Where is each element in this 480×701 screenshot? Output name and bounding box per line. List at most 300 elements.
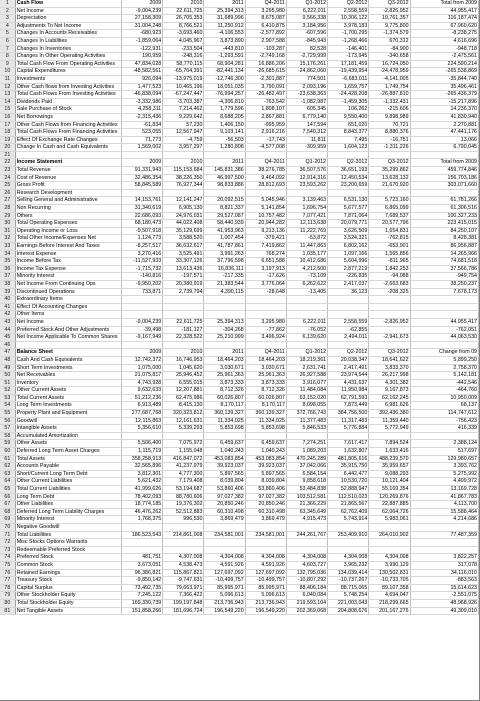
value-cell[interactable]: -9,507,918 [122,227,163,235]
value-cell[interactable]: 129,980,657 [410,455,478,463]
value-cell[interactable]: 28,812,693 [245,182,286,190]
row-label-cell[interactable]: Capital Expenditures [15,68,121,76]
value-cell[interactable]: 3,790,091 [245,83,286,91]
value-cell[interactable] [245,296,286,304]
row-number[interactable]: 2 [0,7,15,15]
value-cell[interactable]: Q4-2011 [245,159,286,167]
value-cell[interactable] [286,151,327,159]
row-label-cell[interactable]: Common Stock [15,561,121,569]
value-cell[interactable]: 2,388,124 [410,440,478,448]
value-cell[interactable]: -82,441,134 [204,68,245,76]
value-cell[interactable]: 35,959,657 [369,463,410,471]
row-label-cell[interactable]: Total Cash Flows From Financing Activities [15,129,121,137]
row-label-cell[interactable]: Long Term Debt [15,493,121,501]
value-cell[interactable]: -1,374,579 [369,30,410,38]
value-cell[interactable]: -9,167,949 [122,334,163,342]
value-cell[interactable] [163,523,204,531]
value-cell[interactable]: 18,641,622 [369,356,410,364]
value-cell[interactable]: 2011 [204,0,245,7]
value-cell[interactable]: 62,064,726 [369,508,410,516]
row-number[interactable]: 66 [0,493,15,501]
row-number[interactable]: 42 [0,311,15,319]
value-cell[interactable]: 47,834,028 [122,60,163,68]
row-number[interactable]: 59 [0,440,15,448]
value-cell[interactable]: 151,858,266 [122,607,163,615]
value-cell[interactable]: 3,990,129 [369,561,410,569]
value-cell[interactable]: 6,222,011 [286,7,327,15]
value-cell[interactable]: 5,772,949 [369,425,410,433]
value-cell[interactable]: 8,712,326 [245,387,286,395]
row-label-cell[interactable]: Net Income Applicable To Common Shares [15,334,121,342]
value-cell[interactable]: -763,542 [245,98,286,106]
value-cell[interactable]: -811,965 [369,258,410,266]
value-cell[interactable]: 57,230 [163,121,204,129]
row-label-cell[interactable]: Intangible Assets [15,425,121,433]
value-cell[interactable]: 2,417,037 [328,280,369,288]
value-cell[interactable]: -16,751 [369,136,410,144]
value-cell[interactable]: 22,887,885 [369,501,410,509]
value-cell[interactable]: 7,214,462 [163,106,204,114]
value-cell[interactable]: 63,345,649 [286,508,327,516]
value-cell[interactable]: 1,749,754 [369,83,410,91]
value-cell[interactable]: 115,153,684 [163,167,204,175]
value-cell[interactable]: -265,538,869 [410,68,478,76]
value-cell[interactable] [410,189,478,197]
value-cell[interactable] [286,341,327,349]
value-cell[interactable]: 8,428,381 [410,235,478,243]
value-cell[interactable]: 5,853,698 [245,425,286,433]
value-cell[interactable]: 1,659,757 [328,83,369,91]
value-cell[interactable]: 3,496,924 [245,334,286,342]
value-cell[interactable]: -995,959 [245,121,286,129]
value-cell[interactable]: 11,334,025 [204,417,245,425]
value-cell[interactable]: 9,213,136 [245,227,286,235]
row-number[interactable]: 13 [0,91,15,99]
value-cell[interactable]: 453,083,854 [204,455,245,463]
value-cell[interactable]: -1,715,732 [122,265,163,273]
value-cell[interactable]: -73,109 [286,273,327,281]
value-cell[interactable]: 2,558,559 [328,318,369,326]
row-label-cell[interactable]: Other Liabilities [15,501,121,509]
value-cell[interactable]: -10,499,757 [204,577,245,585]
row-number[interactable]: 18 [0,129,15,137]
value-cell[interactable]: 4,304,008 [286,554,327,562]
value-cell[interactable]: -9,004,239 [122,7,163,15]
value-cell[interactable]: 18,219,361 [286,356,327,364]
row-number[interactable]: 67 [0,501,15,509]
value-cell[interactable]: Q3-2012 [369,0,410,7]
row-label-cell[interactable]: Minority Interest [15,273,121,281]
value-cell[interactable]: 12,914,316 [286,174,327,182]
value-cell[interactable]: 36,632,617 [163,243,204,251]
value-cell[interactable]: -1,700,295 [328,30,369,38]
row-label-cell[interactable]: Treasury Stock [15,577,121,585]
value-cell[interactable]: 1,768,375 [122,516,163,524]
value-cell[interactable]: 8,766,521 [163,22,204,30]
row-label-cell[interactable]: Investments [15,75,121,83]
row-label-cell[interactable]: Other Current Liabilities [15,478,121,486]
value-cell[interactable] [328,539,369,547]
value-cell[interactable]: 926,094 [122,75,163,83]
value-cell[interactable]: 264,010,902 [369,531,410,539]
value-cell[interactable]: 7,077,421 [286,212,327,220]
row-number[interactable]: 22 [0,159,15,167]
value-cell[interactable]: 9,550,400 [328,113,369,121]
value-cell[interactable]: 25,946,452 [163,372,204,380]
value-cell[interactable]: 18,051,035 [204,83,245,91]
value-cell[interactable]: 35,915,750 [328,463,369,471]
value-cell[interactable]: -23,638,363 [286,91,327,99]
value-cell[interactable]: Q3-2012 [369,159,410,167]
value-cell[interactable]: Q1-2012 [286,159,327,167]
value-cell[interactable] [328,341,369,349]
value-cell[interactable]: 73,492,735 [122,584,163,592]
value-cell[interactable]: -61,834 [122,121,163,129]
row-label-cell[interactable]: Retained Earnings [15,569,121,577]
value-cell[interactable]: 768,274 [245,250,286,258]
value-cell[interactable] [286,432,327,440]
row-number[interactable]: 43 [0,318,15,326]
value-cell[interactable]: 35,496,461 [410,83,478,91]
value-cell[interactable]: 4,214,686 [410,516,478,524]
row-label-cell[interactable]: Short/Current Long Term Debt [15,470,121,478]
row-label-cell[interactable]: Other Stockholder Equity [15,592,121,600]
value-cell[interactable]: -1,332,431 [369,98,410,106]
value-cell[interactable] [410,523,478,531]
value-cell[interactable]: 488,239,570 [369,455,410,463]
value-cell[interactable]: 53,484,838 [286,486,327,494]
value-cell[interactable]: -4,759 [163,136,204,144]
row-label-cell[interactable]: Net Borrowings [15,113,121,121]
value-cell[interactable] [328,432,369,440]
value-cell[interactable]: -8,257,517 [122,243,163,251]
value-cell[interactable]: -248,316 [163,53,204,61]
value-cell[interactable]: 12,113,638 [286,220,327,228]
value-cell[interactable] [410,539,478,547]
value-cell[interactable]: -9,950,202 [122,280,163,288]
value-cell[interactable]: 15,588,464 [410,508,478,516]
value-cell[interactable]: 61,306,516 [410,205,478,213]
value-cell[interactable]: 7,179,408 [163,478,204,486]
row-label-cell[interactable]: Misc Stocks Options Warrants [15,539,121,547]
row-number[interactable]: 29 [0,212,15,220]
value-cell[interactable] [286,296,327,304]
value-cell[interactable]: -8,238,275 [410,30,478,38]
value-cell[interactable]: 2011 [204,159,245,167]
row-number[interactable]: 17 [0,121,15,129]
value-cell[interactable]: 7,495 [328,136,369,144]
value-cell[interactable] [410,151,478,159]
value-cell[interactable]: 4,743,928 [122,379,163,387]
value-cell[interactable]: 8,039,804 [245,478,286,486]
value-cell[interactable] [328,296,369,304]
value-cell[interactable]: 1,045,620 [163,364,204,372]
value-cell[interactable]: -10,499,757 [245,577,286,585]
value-cell[interactable]: 12,207,881 [163,387,204,395]
row-number[interactable]: 40 [0,296,15,304]
value-cell[interactable]: 3,833,370 [369,364,410,372]
value-cell[interactable] [286,311,327,319]
value-cell[interactable]: 88,780,606 [163,493,204,501]
value-cell[interactable] [204,189,245,197]
value-cell[interactable] [328,303,369,311]
value-cell[interactable] [204,303,245,311]
value-cell[interactable]: 5,677,577 [328,205,369,213]
row-label-cell[interactable]: Income Statement [15,159,121,167]
value-cell[interactable]: 115,867,821 [163,569,204,577]
value-cell[interactable]: -762,051 [410,326,478,334]
value-cell[interactable] [369,311,410,319]
value-cell[interactable]: 21,383,544 [204,280,245,288]
value-cell[interactable]: 25,394,313 [204,318,245,326]
row-label-cell[interactable]: Income Tax Expense [15,265,121,273]
row-label-cell[interactable] [15,341,121,349]
value-cell[interactable]: -2,475,561 [410,53,478,61]
value-cell[interactable]: Q1-2012 [286,349,327,357]
value-cell[interactable]: -226,835 [328,273,369,281]
row-label-cell[interactable]: Cost of Revenue [15,174,121,182]
value-cell[interactable]: 3,916,077 [286,379,327,387]
value-cell[interactable]: 11,222,769 [286,227,327,235]
value-cell[interactable]: 2010 [163,0,204,7]
value-cell[interactable]: 145,831,386 [204,167,245,175]
value-cell[interactable]: 16,724,050 [369,60,410,68]
value-cell[interactable]: 12,450,534 [328,174,369,182]
value-cell[interactable]: 12,141,247 [163,197,204,205]
value-cell[interactable]: 3,673,051 [122,561,163,569]
value-cell[interactable]: -215,606 [369,106,410,114]
value-cell[interactable]: -3,693,460 [163,30,204,38]
row-label-cell[interactable]: Deferred Long Term Asset Charges [15,448,121,456]
value-cell[interactable]: 2,558,559 [328,7,369,15]
value-cell[interactable]: 4,603,727 [286,561,327,569]
row-number[interactable]: 64 [0,478,15,486]
value-cell[interactable]: 62,762,409 [328,508,369,516]
value-cell[interactable]: 5,723,160 [369,197,410,205]
value-cell[interactable]: 23,593,262 [286,182,327,190]
value-cell[interactable]: 470,245,289 [286,455,327,463]
value-cell[interactable]: 1,565,856 [369,250,410,258]
value-cell[interactable]: 3,525,491 [163,250,204,258]
value-cell[interactable]: 120,269,876 [369,493,410,501]
value-cell[interactable] [204,341,245,349]
value-cell[interactable]: 27,158,309 [122,15,163,23]
row-label-cell[interactable]: Total Revenue [15,167,121,175]
value-cell[interactable]: 3,965,232 [328,561,369,569]
value-cell[interactable]: -762,815 [369,235,410,243]
value-cell[interactable]: 4,499,972 [410,478,478,486]
value-cell[interactable]: 8,712,326 [204,387,245,395]
row-label-cell[interactable]: Total Current Assets [15,394,121,402]
value-cell[interactable]: -35,844,740 [410,75,478,83]
value-cell[interactable]: 204,808,676 [328,607,369,615]
value-cell[interactable]: 416,339 [410,425,478,433]
value-cell[interactable]: 1,632,807 [328,448,369,456]
value-cell[interactable]: 196,549,220 [204,607,245,615]
value-cell[interactable]: -17,743 [245,136,286,144]
row-label-cell[interactable]: Accumulated Amortization [15,432,121,440]
row-number[interactable]: 41 [0,303,15,311]
row-label-cell[interactable]: Total Other Income/Expenses Net [15,235,121,243]
value-cell[interactable]: 3,588,520 [163,235,204,243]
value-cell[interactable] [122,432,163,440]
row-number[interactable]: 15 [0,106,15,114]
value-cell[interactable]: 6,981,626 [369,402,410,410]
value-cell[interactable]: 6,459,637 [204,440,245,448]
value-cell[interactable]: -949,754 [410,273,478,281]
row-number[interactable]: 32 [0,235,15,243]
value-cell[interactable]: 6,262,622 [286,280,327,288]
value-cell[interactable]: Total from 2009 [410,0,478,7]
value-cell[interactable]: 97,027,382 [245,493,286,501]
value-cell[interactable]: 9,566,338 [286,15,327,23]
value-cell[interactable]: 10,121,404 [369,478,410,486]
value-cell[interactable]: 44,955,417 [410,318,478,326]
value-cell[interactable]: 3,812,301 [122,470,163,478]
value-cell[interactable]: 70,721 [369,121,410,129]
value-cell[interactable]: 25,961,363 [204,372,245,380]
value-cell[interactable]: 3,957,297 [163,144,204,152]
value-cell[interactable] [204,539,245,547]
value-cell[interactable]: -845,943 [286,37,327,45]
row-number[interactable]: 33 [0,243,15,251]
row-label-cell[interactable]: Change In Cash and Cash Equivalents [15,144,121,152]
value-cell[interactable]: 4,390,115 [204,288,245,296]
value-cell[interactable]: 20,079,771 [328,220,369,228]
value-cell[interactable]: 48,968,926 [410,599,478,607]
value-cell[interactable]: 7,419,862 [245,243,286,251]
value-cell[interactable]: 44,063,530 [410,334,478,342]
value-cell[interactable]: 68,180,473 [122,220,163,228]
value-cell[interactable]: 6,865,099 [369,205,410,213]
value-cell[interactable]: Q4-2011 [245,349,286,357]
value-cell[interactable]: 1,280,808 [204,144,245,152]
value-cell[interactable]: -76,994,257 [204,91,245,99]
value-cell[interactable]: 1,477,523 [122,83,163,91]
value-cell[interactable]: 20,850,246 [245,501,286,509]
value-cell[interactable]: 224,590,214 [410,60,478,68]
value-cell[interactable]: 26,705,353 [163,15,204,23]
value-cell[interactable] [122,296,163,304]
value-cell[interactable] [410,341,478,349]
value-cell[interactable]: 4,307,008 [163,554,204,562]
value-cell[interactable]: -4,141,005 [369,75,410,83]
row-number[interactable]: 44 [0,326,15,334]
value-cell[interactable]: 1,654,831 [369,227,410,235]
value-cell[interactable]: 1,779,596 [204,106,245,114]
value-cell[interactable]: 22,611,725 [163,318,204,326]
row-label-cell[interactable]: Operating Income or Loss [15,227,121,235]
value-cell[interactable]: 3,139,463 [286,197,327,205]
value-cell[interactable]: 213,736,943 [204,599,245,607]
value-cell[interactable]: 58,845,589 [122,182,163,190]
value-cell[interactable]: 5,096,613 [245,592,286,600]
value-cell[interactable]: 11,484,084 [286,387,327,395]
value-cell[interactable]: 7,075,972 [163,440,204,448]
value-cell[interactable]: 41,830,940 [410,113,478,121]
value-cell[interactable]: 39,923,037 [204,463,245,471]
value-cell[interactable] [122,189,163,197]
value-cell[interactable]: 996,530 [163,516,204,524]
value-cell[interactable]: 38,276,785 [245,167,286,175]
value-cell[interactable]: 89,107,358 [369,584,410,592]
value-cell[interactable]: 181,696,724 [163,607,204,615]
value-cell[interactable] [410,296,478,304]
value-cell[interactable]: 8,170,117 [245,402,286,410]
row-number[interactable]: 25 [0,182,15,190]
value-cell[interactable]: 36,123 [328,288,369,296]
value-cell[interactable]: Q2-2012 [328,349,369,357]
value-cell[interactable]: 234,581,001 [204,531,245,539]
value-cell[interactable]: 127,697,092 [204,569,245,577]
value-cell[interactable]: 2,631,741 [286,364,327,372]
row-label-cell[interactable]: Gross Profit [15,182,121,190]
value-cell[interactable] [245,311,286,319]
value-cell[interactable]: 88,406,184 [286,584,327,592]
value-cell[interactable]: -67,247,447 [163,91,204,99]
value-cell[interactable]: 6,555,015 [163,379,204,387]
value-cell[interactable]: 47,441,176 [410,129,478,137]
value-cell[interactable]: -217,335 [204,273,245,281]
value-cell[interactable]: 63,152,020 [286,394,327,402]
row-label-cell[interactable]: Preferred Stock And Other Adjustments [15,326,121,334]
value-cell[interactable]: -607,596 [286,30,327,38]
row-label-cell[interactable]: Capital Surplus [15,584,121,592]
value-cell[interactable]: 6,139,620 [286,334,327,342]
value-cell[interactable] [410,546,478,554]
value-cell[interactable]: 11,317,483 [328,417,369,425]
value-cell[interactable] [163,151,204,159]
row-number[interactable]: 16 [0,113,15,121]
value-cell[interactable]: 51,212,236 [122,394,163,402]
row-label-cell[interactable]: Property Plant and Equipment [15,410,121,418]
value-cell[interactable]: -140,816 [122,273,163,281]
value-cell[interactable] [163,296,204,304]
value-cell[interactable]: 190,959 [122,53,163,61]
value-cell[interactable]: -122,931 [122,45,163,53]
value-cell[interactable]: -2,551,075 [410,592,478,600]
row-label-cell[interactable]: Cash And Cash Equivalents [15,356,121,364]
value-cell[interactable]: 12,115,863 [122,417,163,425]
row-number[interactable]: 28 [0,205,15,213]
value-cell[interactable]: 12,567,947 [163,129,204,137]
value-cell[interactable] [369,189,410,197]
row-number[interactable]: 49 [0,364,15,372]
value-cell[interactable]: 670,312 [369,37,410,45]
value-cell[interactable] [163,539,204,547]
value-cell[interactable]: 3,393,762 [410,463,478,471]
row-number[interactable]: 46 [0,341,15,349]
value-cell[interactable]: -24,862,060 [286,68,327,76]
value-cell[interactable]: 26,927,588 [286,372,327,380]
row-label-cell[interactable]: Redeemable Preferred Stock [15,546,121,554]
value-cell[interactable]: 7,678,173 [410,288,478,296]
row-number[interactable]: 19 [0,136,15,144]
value-cell[interactable]: 7,617,417 [328,440,369,448]
value-cell[interactable]: 4,045,967 [163,37,204,45]
value-cell[interactable]: 3,524,321 [328,235,369,243]
value-cell[interactable]: 74,681,518 [410,258,478,266]
value-cell[interactable]: -1,459,305 [328,98,369,106]
value-cell[interactable]: -181,127 [163,326,204,334]
row-label-cell[interactable]: Net Income [15,7,121,15]
row-label-cell[interactable]: Dividends Paid [15,98,121,106]
row-label-cell[interactable]: Balance Sheet [15,349,121,357]
row-label-cell[interactable]: Effect Of Exchange Rate Changes [15,136,121,144]
row-number[interactable]: 3 [0,15,15,23]
value-cell[interactable]: -883,563 [410,577,478,585]
value-cell[interactable]: -26,685,615 [245,68,286,76]
